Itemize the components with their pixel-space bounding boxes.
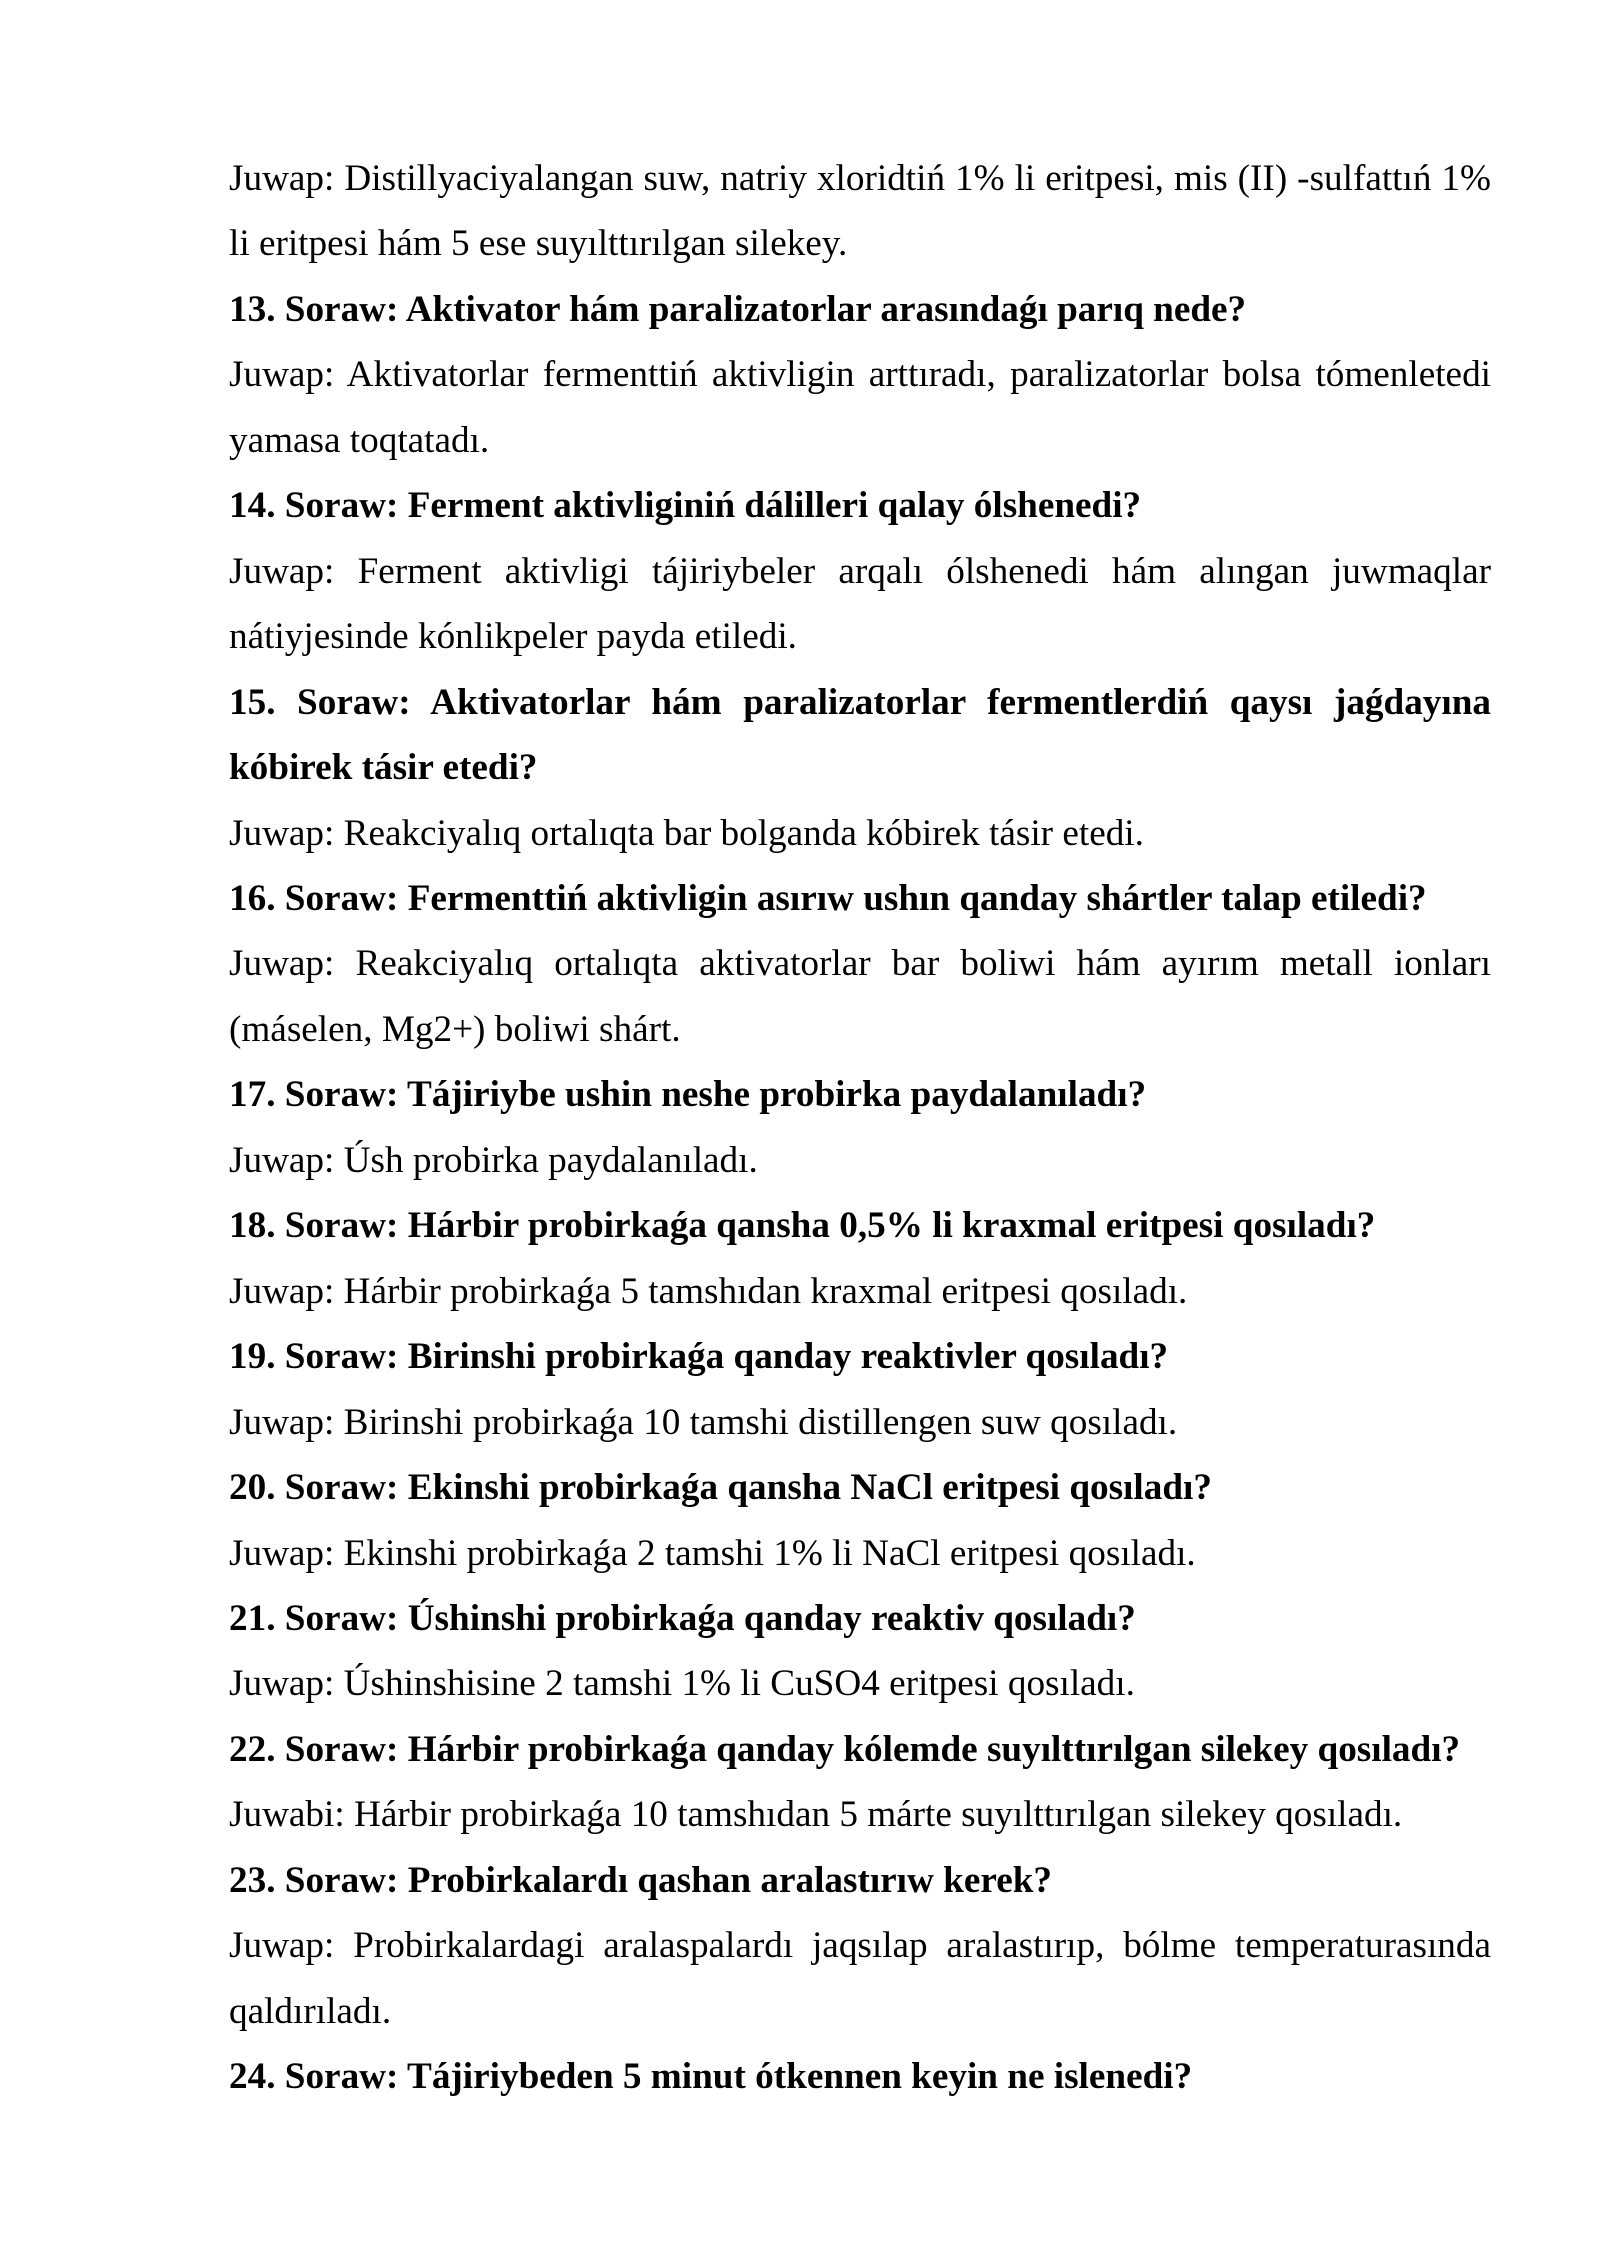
question-line: 18. Soraw: Hárbir probirkaǵa qansha 0,5% li kraxmal eritpesi qosıladı? xyxy=(229,1205,1376,1247)
answer-line: Juwap: Ferment aktivligi tájiriybeler arqalı ólshenedi hám alıngan juwmaqlar xyxy=(229,550,1491,592)
answer-line: yamasa toqtatadı. xyxy=(229,419,490,461)
qa-item xyxy=(229,1193,1491,1324)
qa-item xyxy=(229,473,1491,669)
answer-line: Juwap: Distillyaciyalangan suw, natriy xloridtiń 1% li eritpesi, mis (II) -sulfattıń 1% xyxy=(229,158,1491,199)
qa-item xyxy=(229,670,1491,866)
answer-line: Juwabi: Hárbir probirkaǵa 10 tamshıdan 5 márte suyılttırılgan silekey qosıladı. xyxy=(229,1794,1403,1836)
question-line: kóbirek tásir etedi? xyxy=(229,747,538,789)
question-line: 15. Soraw: Aktivatorlar hám paralizatorlar fermentlerdiń qaysı jaǵdayına xyxy=(229,681,1491,723)
qa-item xyxy=(229,866,1491,1062)
qa-item xyxy=(229,1586,1491,1717)
question-line: 16. Soraw: Fermenttiń aktivligin asırıw ushın qanday shártler talap etiledi? xyxy=(229,877,1427,919)
answer-line: Juwap: Úsh probirka paydalanıladı. xyxy=(229,1139,758,1181)
qa-item xyxy=(229,277,1491,473)
question-line: 17. Soraw: Tájiriybe ushin neshe probirka paydalanıladı? xyxy=(229,1074,1147,1116)
question-line: 24. Soraw: Tájiriybeden 5 minut ótkennen keyin ne islenedi? xyxy=(229,2056,1193,2098)
answer-line: Juwap: Reakciyalıq ortalıqta bar bolganda kóbirek tásir etedi. xyxy=(229,812,1144,854)
question-line: 20. Soraw: Ekinshi probirkaǵa qansha NaCl eritpesi qosıladı? xyxy=(229,1467,1212,1509)
qa-item xyxy=(229,1848,1491,2044)
qa-item xyxy=(229,1717,1491,1848)
question-line: 23. Soraw: Probirkalardı qashan aralastırıw kerek? xyxy=(229,1859,1052,1901)
answer-line: Juwap: Ekinshi probirkaǵa 2 tamshi 1% li NaCl eritpesi qosıladı. xyxy=(229,1532,1196,1574)
qa-item xyxy=(229,2044,1491,2109)
qa-item xyxy=(229,1324,1491,1455)
qa-item xyxy=(229,1455,1491,1586)
answer-line: Juwap: Úshinshisine 2 tamshi 1% li CuSO4 eritpesi qosıladı. xyxy=(229,1663,1135,1705)
qa-item xyxy=(229,1062,1491,1193)
question-line: 19. Soraw: Birinshi probirkaǵa qanday reaktivler qosıladı? xyxy=(229,1336,1169,1378)
answer-line: nátiyjesinde kónlikpeler payda etiledi. xyxy=(229,616,797,658)
answer-line: li eritpesi hám 5 ese suyılttırılgan silekey. xyxy=(229,223,848,265)
document-body xyxy=(229,146,1491,2110)
question-line: 14. Soraw: Ferment aktivliginiń dálilleri qalay ólshenedi? xyxy=(229,485,1142,527)
question-line: 22. Soraw: Hárbir probirkaǵa qanday kólemde suyılttırılgan silekey qosıladı? xyxy=(229,1728,1461,1770)
answer-line: Juwap: Probirkalardagi aralaspalardı jaqsılap aralastırıp, bólme temperaturasında xyxy=(229,1925,1491,1967)
answer-line: (máselen, Mg2+) boliwi shárt. xyxy=(229,1008,681,1050)
answer-line: qaldırıladı. xyxy=(229,1990,392,2032)
question-line: 13. Soraw: Aktivator hám paralizatorlar arasındaǵı parıq nede? xyxy=(229,288,1247,330)
answer-line: Juwap: Aktivatorlar fermenttiń aktivligin arttıradı, paralizatorlar bolsa tómenletedi xyxy=(229,354,1491,396)
question-line: 21. Soraw: Úshinshi probirkaǵa qanday reaktiv qosıladı? xyxy=(229,1597,1136,1639)
answer-line: Juwap: Hárbir probirkaǵa 5 tamshıdan kraxmal eritpesi qosıladı. xyxy=(229,1270,1188,1312)
continued-answer xyxy=(229,146,1491,277)
answer-line: Juwap: Reakciyalıq ortalıqta aktivatorlar bar boliwi hám ayırım metall ionları xyxy=(229,943,1491,985)
answer-line: Juwap: Birinshi probirkaǵa 10 tamshi distillengen suw qosıladı. xyxy=(229,1401,1178,1443)
